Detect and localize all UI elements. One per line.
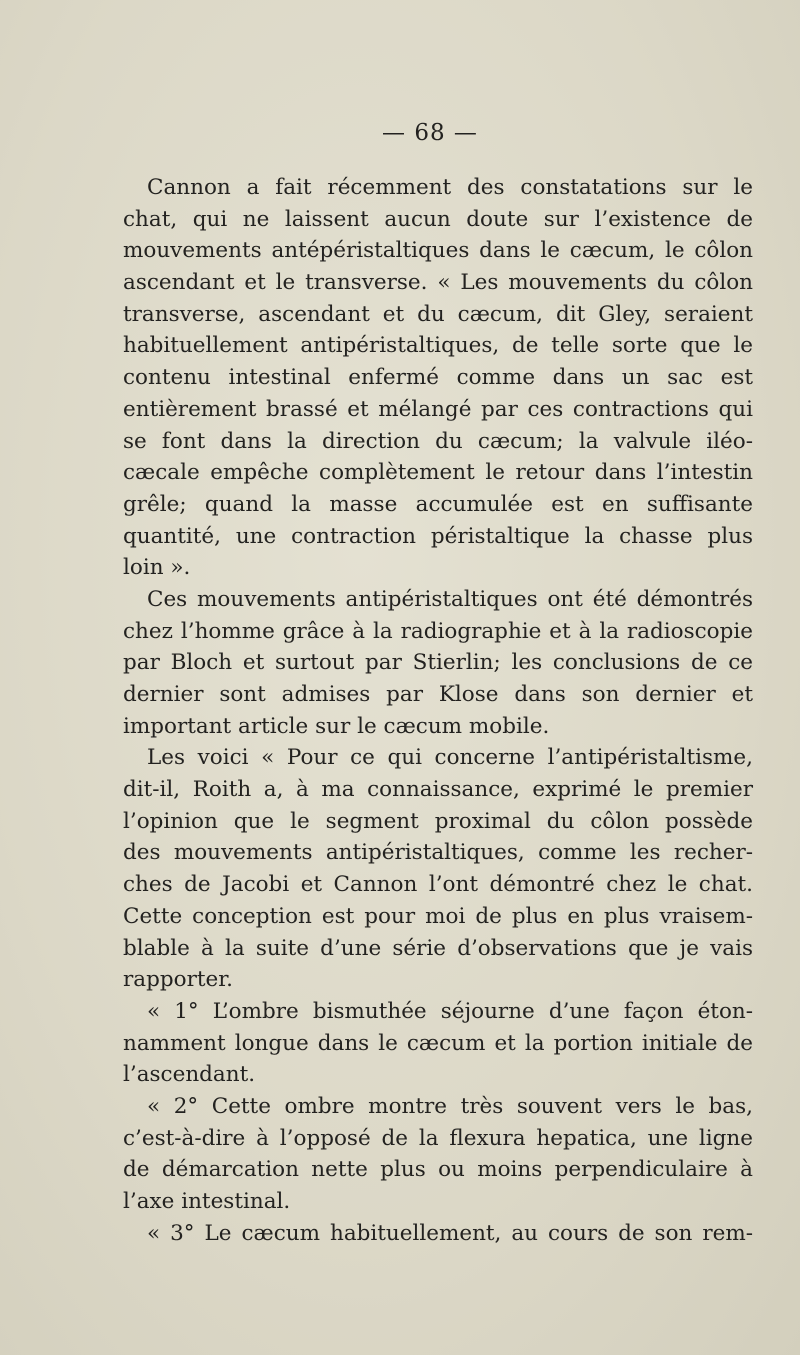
text-line: chat, qui ne laissent aucun doute sur l’existence de [123,206,753,232]
text-line: mouvements antépéristaltiques dans le cæcum, le côlon [123,238,753,264]
text-line: par Bloch et surtout par Stierlin; les conclusions de ce [123,650,753,676]
text-line: chez l’homme grâce à la radiographie et à la radioscopie [123,618,753,644]
text-line: quantité, une contraction péristaltique la chasse plus [123,523,753,549]
text-line: des mouvements antipéristaltiques, comme les recher- [123,840,753,866]
text-line: rapporter. [123,967,233,993]
page-number: — 68 — [382,120,478,146]
text-line: namment longue dans le cæcum et la portion initiale de [123,1030,753,1056]
text-line: Cette conception est pour moi de plus en plus vraisem- [123,903,753,929]
text-line: « 1° L’ombre bismuthée séjourne d’une façon éton- [147,998,753,1024]
text-line: entièrement brassé et mélangé par ces contractions qui [123,396,753,422]
text-line: se font dans la direction du cæcum; la valvule iléo- [123,428,753,454]
text-line: cæcale empêche complètement le retour dans l’intestin [123,460,753,486]
text-line: ches de Jacobi et Cannon l’ont démontré chez le chat. [123,872,753,898]
text-line: habituellement antipéristaltiques, de telle sorte que le [123,333,753,359]
text-line: l’ascendant. [123,1062,256,1088]
text-line: Cannon a fait récemment des constatations sur le [147,175,753,200]
text-line: transverse, ascendant et du cæcum, dit Gley, seraient [123,301,753,327]
text-line: Les voici « Pour ce qui concerne l’antipéristaltisme, [147,745,753,771]
text-line: ascendant et le transverse. « Les mouvements du côlon [123,270,753,296]
body-text [123,172,753,1249]
text-line: blable à la suite d’une série d’observations que je vais [123,935,753,961]
text-line: dernier sont admises par Klose dans son dernier et [123,682,753,707]
text-line: Ces mouvements antipéristaltiques ont été démontrés [147,586,753,612]
text-line: loin ». [123,555,191,581]
text-line: c’est-à-dire à l’opposé de la flexura hepatica, une ligne [123,1125,753,1151]
text-line: contenu intestinal enfermé comme dans un sac est [123,365,753,391]
text-line: important article sur le cæcum mobile. [123,713,550,739]
text-line: l’opinion que le segment proximal du côlon possède [123,808,753,834]
text-line: « 2° Cette ombre montre très souvent vers le bas, [147,1093,753,1119]
text-line: dit-il, Roith a, à ma connaissance, exprimé le premier [123,777,753,803]
text-line: « 3° Le cæcum habituellement, au cours de son rem- [147,1220,753,1246]
text-line: l’axe intestinal. [123,1189,291,1214]
text-line: grêle; quand la masse accumulée est en suffisante [123,491,753,517]
text-line: de démarcation nette plus ou moins perpendiculaire à [123,1157,753,1183]
